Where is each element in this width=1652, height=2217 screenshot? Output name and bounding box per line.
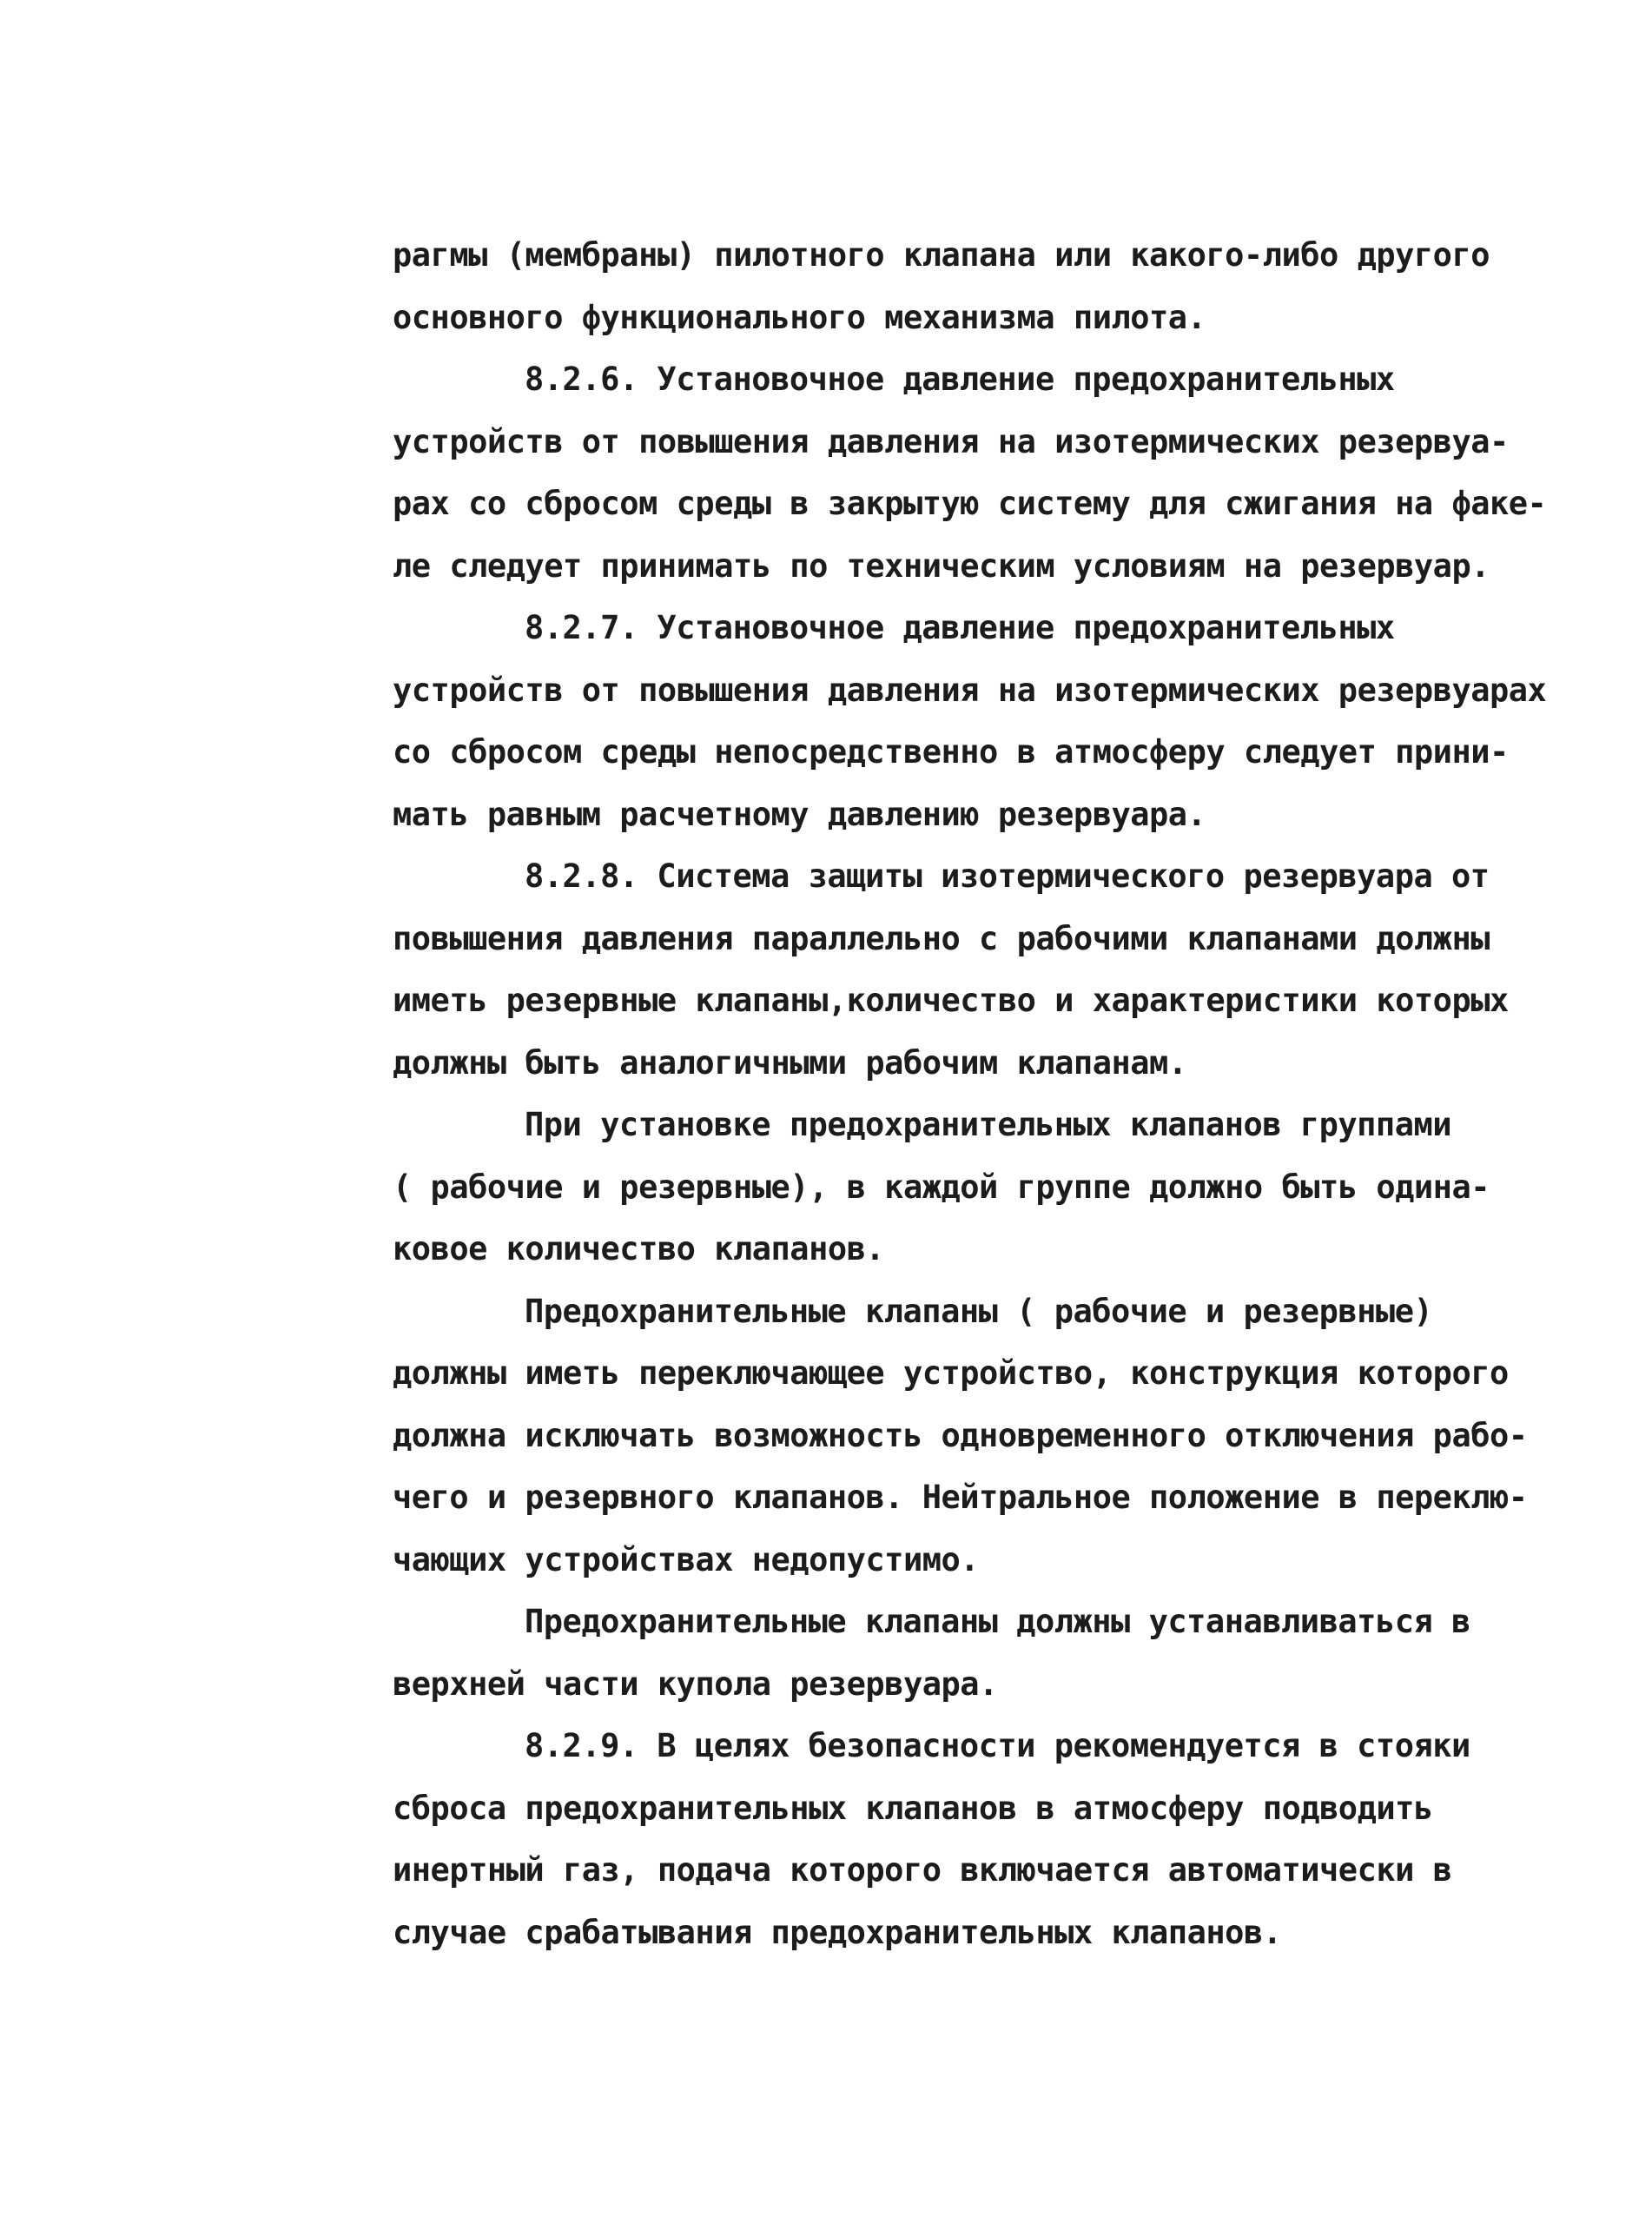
text-line: ковое количество клапанов. xyxy=(393,1230,885,1267)
text-line: верхней части купола резервуара. xyxy=(393,1664,998,1703)
text-line-paragraph-start: 8.2.6. Установочное давление предохранительных xyxy=(525,361,1395,398)
text-line-paragraph-start: Предохранительные клапаны должны устанавливаться в xyxy=(525,1603,1470,1640)
text-line-paragraph-start: Предохранительные клапаны ( рабочие и резервные) xyxy=(525,1292,1433,1330)
document-body-text xyxy=(393,224,1548,1963)
text-line: основного функционального механизма пилота. xyxy=(393,298,1206,336)
text-line: ( рабочие и резервные), в каждой группе должно быть одина- xyxy=(393,1168,1490,1206)
text-line: инертный газ, подача которого включается автоматически в xyxy=(393,1851,1452,1889)
text-line-paragraph-start: 8.2.9. В целях безопасности рекомендуется в стояки xyxy=(525,1727,1470,1764)
text-line: повышения давления параллельно с рабочими клапанами должны xyxy=(393,919,1490,957)
text-line: рагмы (мембраны) пилотного клапана или какого-либо другого xyxy=(393,236,1490,274)
text-line-paragraph-start: 8.2.7. Установочное давление предохранительных xyxy=(525,609,1395,646)
text-line: устройств от повышения давления на изотермических резервуарах xyxy=(393,671,1547,709)
text-line: чающих устройствах недопустимо. xyxy=(393,1540,980,1578)
text-line: чего и резервного клапанов. Нейтральное положение в переклю- xyxy=(393,1479,1528,1516)
text-line: со сбросом среды непосредственно в атмосферу следует прини- xyxy=(393,733,1509,771)
text-line-paragraph-start: 8.2.8. Система защиты изотермического резервуара от xyxy=(525,857,1490,895)
text-line: случае срабатывания предохранительных клапанов. xyxy=(393,1913,1282,1951)
text-line: рах со сбросом среды в закрытую систему для сжигания на факе- xyxy=(393,485,1547,522)
text-line: иметь резервные клапаны,количество и характеристики которых xyxy=(393,982,1509,1019)
text-line: сброса предохранительных клапанов в атмосферу подводить xyxy=(393,1789,1433,1827)
text-line: должны быть аналогичными рабочим клапанам. xyxy=(393,1043,1187,1082)
text-line: устройств от повышения давления на изотермических резервуа- xyxy=(393,422,1509,460)
text-line: мать равным расчетному давлению резервуара. xyxy=(393,795,1206,833)
text-line: должна исключать возможность одновременного отключения рабо- xyxy=(393,1416,1528,1454)
text-line: должны иметь переключающее устройство, конструкция которого xyxy=(393,1354,1509,1392)
text-line-paragraph-start: При установке предохранительных клапанов группами xyxy=(525,1106,1452,1143)
text-line: ле следует принимать по техническим условиям на резервуар. xyxy=(393,546,1490,585)
